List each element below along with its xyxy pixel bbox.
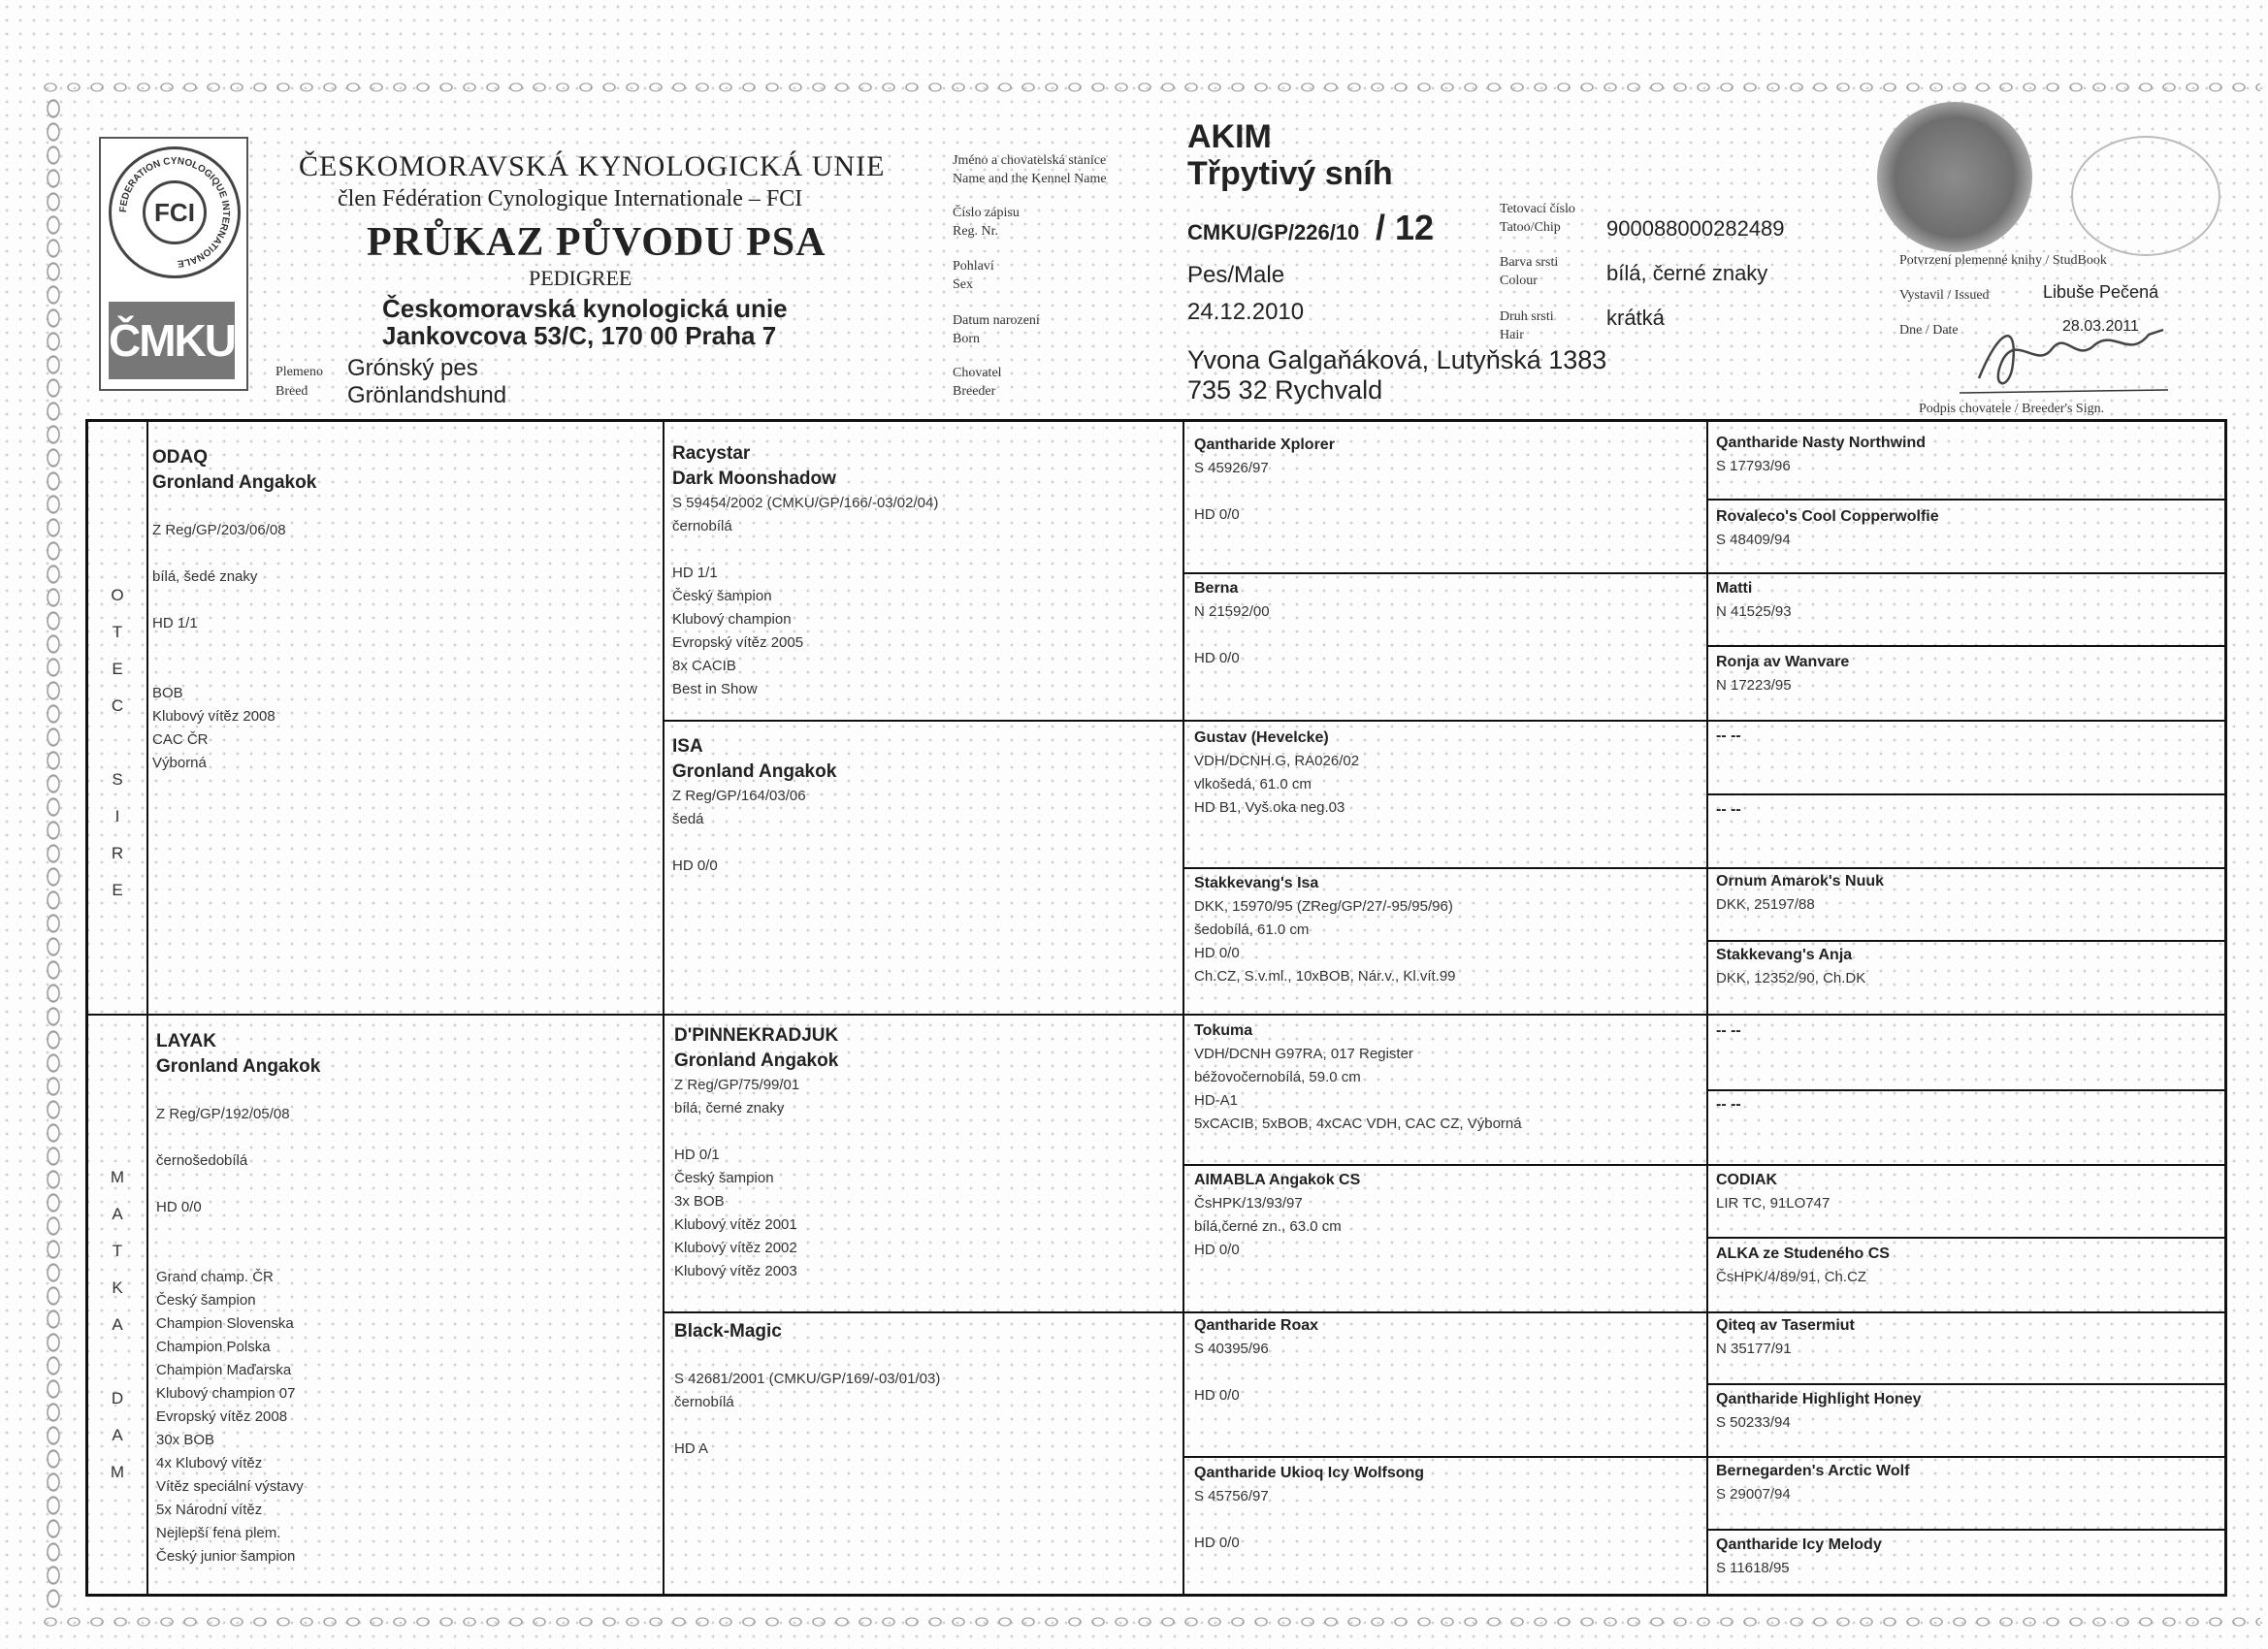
ancestor-detail xyxy=(672,831,1177,855)
great-grandparent-cell xyxy=(1716,1534,2220,1580)
label-colour-en: Colour xyxy=(1500,274,1538,288)
grandparent-name: Qantharide Ukioq Icy Wolfsong xyxy=(1194,1465,1425,1481)
grandparent-detail: VDH/DCNH G97RA, 017 Register xyxy=(1194,1046,1413,1062)
label-issued: Vystavil / Issued xyxy=(1899,288,1990,303)
great-grandparent-reg: S 11618/95 xyxy=(1716,1560,1790,1576)
fci-emblem-icon xyxy=(109,146,241,278)
sire-kennel: Gronland Angakok xyxy=(152,472,317,493)
ancestor-detail: HD 0/0 xyxy=(156,1199,202,1215)
great-grandparent-name: Stakkevang's Anja xyxy=(1716,947,1853,963)
ancestor-detail xyxy=(156,1173,657,1196)
dog-name: AKIM xyxy=(1187,118,1272,155)
ancestor-detail xyxy=(156,1126,657,1149)
ancestor-detail: Z Reg/GP/203/06/08 xyxy=(152,522,286,538)
great-grandparent-reg: LIR TC, 91LO747 xyxy=(1716,1195,1831,1212)
stamp-icon xyxy=(2071,136,2220,256)
ancestor-detail: Champion Slovenska xyxy=(156,1315,294,1332)
dog-kennel: Třpytivý sníh xyxy=(1187,155,1393,192)
side-letter: R xyxy=(111,844,124,862)
grandparent-name: Stakkevang's Isa xyxy=(1194,875,1319,891)
side-letter: I xyxy=(114,807,120,825)
grandparent-name: Tokuma xyxy=(1194,1022,1253,1039)
ancestor-detail: Český junior šampion xyxy=(156,1548,296,1565)
fci-ring-text: FEDERATION CYNOLOGIQUE INTERNATIONALE xyxy=(117,155,232,269)
ancestor-detail xyxy=(156,1219,657,1243)
great-grandparent-reg: N 35177/91 xyxy=(1716,1341,1792,1357)
label-date: Dne / Date xyxy=(1899,323,1959,338)
grandparent-cell xyxy=(1194,434,1701,527)
side-letter xyxy=(103,1343,132,1380)
side-letter: D xyxy=(111,1389,124,1407)
sire-cell xyxy=(152,445,657,775)
pedigree-table xyxy=(85,419,2227,1597)
issued-by: Libuše Pečená xyxy=(2043,282,2159,302)
org-address-1: Českomoravská kynologická unie xyxy=(382,294,788,323)
grandparent-detail: HD B1, Vyš.oka neg.03 xyxy=(1194,799,1345,816)
label-sex-cs: Pohlaví xyxy=(953,259,994,274)
sire-sire-kennel: Dark Moonshadow xyxy=(672,469,836,489)
ancestor-detail: Z Reg/GP/192/05/08 xyxy=(156,1106,290,1122)
grandparent-detail: šedobílá, 61.0 cm xyxy=(1194,922,1310,938)
decorative-border-bottom xyxy=(39,1610,2260,1633)
side-letter: O xyxy=(111,586,124,604)
grandparent-name: Qantharide Xplorer xyxy=(1194,436,1335,453)
label-born-cs: Datum narození xyxy=(953,313,1040,328)
dam-sire-cell xyxy=(674,1023,1179,1283)
great-grandparent-name: CODIAK xyxy=(1716,1172,1778,1188)
ancestor-detail xyxy=(152,542,657,566)
ancestor-detail: Best in Show xyxy=(672,681,758,697)
decorative-border-left xyxy=(43,97,64,1610)
dam-dam-name: Black-Magic xyxy=(674,1321,782,1342)
ancestor-detail: Evropský vítěz 2005 xyxy=(672,634,804,651)
breed-label-en: Breed xyxy=(275,384,308,399)
side-letter: E xyxy=(112,881,123,899)
ancestor-detail xyxy=(672,538,1177,562)
ancestor-detail: Champion Polska xyxy=(156,1339,271,1355)
dog-breeder-line2: 735 32 Rychvald xyxy=(1187,375,1383,404)
grandparent-detail: ČsHPK/13/93/97 xyxy=(1194,1195,1303,1212)
grandparent-detail: S 45926/97 xyxy=(1194,460,1269,476)
label-sex-en: Sex xyxy=(953,277,973,292)
great-grandparent-name: Qiteq av Tasermiut xyxy=(1716,1317,1855,1334)
grandparent-detail: bílá,černé zn., 63.0 cm xyxy=(1194,1218,1342,1235)
grandparent-detail: S 40395/96 xyxy=(1194,1341,1269,1357)
grandparent-detail: HD-A1 xyxy=(1194,1092,1239,1109)
great-grandparent-reg: S 29007/94 xyxy=(1716,1486,1791,1503)
grandparent-detail: 5xCACIB, 5xBOB, 4xCAC VDH, CAC CZ, Výborná xyxy=(1194,1116,1522,1132)
great-grandparent-cell xyxy=(1716,725,2220,748)
label-tattoo-cs: Tetovací číslo xyxy=(1500,202,1575,216)
great-grandparent-cell xyxy=(1716,577,2220,624)
side-letter: S xyxy=(112,770,123,789)
ancestor-detail xyxy=(156,1243,657,1266)
grandparent-detail: HD 0/0 xyxy=(1194,650,1240,666)
side-letter: C xyxy=(111,696,124,715)
great-grandparent-name: -- -- xyxy=(1716,801,1741,818)
dam-sire-name: D'PINNEKRADJUK xyxy=(674,1025,839,1046)
dog-reg-handwritten: / 12 xyxy=(1376,208,1435,247)
great-grandparent-cell xyxy=(1716,1243,2220,1289)
org-name: ČESKOMORAVSKÁ KYNOLOGICKÁ UNIE xyxy=(299,150,886,182)
label-studbook: Potvrzení plemenné knihy / StudBook xyxy=(1899,253,2107,268)
ancestor-detail: CAC ČR xyxy=(152,731,209,748)
great-grandparent-name: ALKA ze Studeného CS xyxy=(1716,1245,1890,1262)
grandparent-cell xyxy=(1194,577,1701,670)
sire-dam-name: ISA xyxy=(672,736,703,757)
ancestor-detail: BOB xyxy=(152,685,183,701)
grandparent-detail: vlkošedá, 61.0 cm xyxy=(1194,776,1312,792)
doc-subtitle: PEDIGREE xyxy=(529,266,632,290)
great-grandparent-reg: DKK, 12352/90, Ch.DK xyxy=(1716,970,1866,986)
great-grandparent-reg: N 41525/93 xyxy=(1716,603,1792,620)
ancestor-detail xyxy=(674,1414,1179,1438)
issued-date: 28.03.2011 xyxy=(2062,318,2139,335)
breed-value-cs: Grónský pes xyxy=(347,355,478,381)
ancestor-detail: S 59454/2002 (CMKU/GP/166/-03/02/04) xyxy=(672,495,939,511)
label-name-en: Name and the Kennel Name xyxy=(953,172,1107,186)
grandparent-detail: HD 0/0 xyxy=(1194,1242,1240,1258)
dog-reg-number: CMKU/GP/226/10 xyxy=(1187,220,1360,244)
great-grandparent-cell xyxy=(1716,1169,2220,1215)
grandparent-detail: HD 0/0 xyxy=(1194,1535,1240,1551)
great-grandparent-name: Qantharide Icy Melody xyxy=(1716,1536,1882,1553)
great-grandparent-reg: S 17793/96 xyxy=(1716,458,1791,474)
ancestor-detail xyxy=(674,1120,1179,1144)
label-breeder-sign: Podpis chovatele / Breeder's Sign. xyxy=(1919,402,2105,416)
great-grandparent-name: Ornum Amarok's Nuuk xyxy=(1716,873,1885,889)
ancestor-detail xyxy=(674,1344,1179,1368)
ancestor-detail: Výborná xyxy=(152,755,207,771)
great-grandparent-reg: S 48409/94 xyxy=(1716,532,1791,548)
ancestor-detail: bílá, černé znaky xyxy=(674,1100,785,1116)
great-grandparent-cell xyxy=(1716,1093,2220,1116)
dog-breeder-line1: Yvona Galgaňáková, Lutyňská 1383 xyxy=(1187,345,1607,374)
ancestor-detail: 3x BOB xyxy=(674,1193,725,1210)
great-grandparent-reg: DKK, 25197/88 xyxy=(1716,896,1815,913)
ancestor-detail: Z Reg/GP/164/03/06 xyxy=(672,788,806,804)
grandparent-detail: béžovočernobílá, 59.0 cm xyxy=(1194,1069,1361,1085)
grandparent-cell xyxy=(1194,1019,1701,1136)
sire-sire-name: Racystar xyxy=(672,443,751,464)
dog-born: 24.12.2010 xyxy=(1187,299,1305,325)
signature-icon xyxy=(1960,310,2173,403)
grandparent-cell xyxy=(1194,1169,1701,1262)
ancestor-detail: Český šampion xyxy=(674,1170,774,1186)
label-hair-en: Hair xyxy=(1500,328,1524,342)
grandparent-detail: HD 0/0 xyxy=(1194,945,1240,961)
dog-chip: 900088000282489 xyxy=(1606,216,1785,241)
ancestor-detail xyxy=(152,589,657,612)
sire-name: ODAQ xyxy=(152,447,208,468)
great-grandparent-name: -- -- xyxy=(1716,728,1741,744)
great-grandparent-name: Matti xyxy=(1716,580,1753,597)
side-letter: K xyxy=(112,1278,123,1297)
doc-title: PRŮKAZ PŮVODU PSA xyxy=(367,220,826,265)
label-name-cs: Jméno a chovatelská stanice xyxy=(953,153,1107,168)
label-reg-en: Reg. Nr. xyxy=(953,224,999,239)
grandparent-detail: HD 0/0 xyxy=(1194,506,1240,523)
grandparent-detail xyxy=(1194,480,1701,503)
grandparent-name: AIMABLA Angakok CS xyxy=(1194,1172,1361,1188)
great-grandparent-name: Qantharide Highlight Honey xyxy=(1716,1391,1922,1407)
dam-name: LAYAK xyxy=(156,1031,216,1051)
dam-side-label xyxy=(103,1159,132,1491)
ancestor-detail xyxy=(152,659,657,682)
dog-colour: bílá, černé znaky xyxy=(1606,261,1768,285)
ancestor-detail: Český šampion xyxy=(156,1292,256,1309)
cmku-seal-icon xyxy=(1877,102,2032,252)
grandparent-name: Gustav (Hevelcke) xyxy=(1194,729,1329,746)
dam-dam-cell xyxy=(674,1319,1179,1461)
ancestor-detail: Klubový champion xyxy=(672,611,792,628)
great-grandparent-cell xyxy=(1716,505,2220,552)
side-letter: M xyxy=(110,1168,125,1186)
label-reg-cs: Číslo zápisu xyxy=(953,206,1020,220)
great-grandparent-reg: S 50233/94 xyxy=(1716,1414,1791,1431)
sire-dam-cell xyxy=(672,734,1177,878)
ancestor-detail: šedá xyxy=(672,811,704,827)
ancestor-detail: černobílá xyxy=(672,518,732,534)
ancestor-detail: Evropský vítěz 2008 xyxy=(156,1408,288,1425)
great-grandparent-cell xyxy=(1716,651,2220,697)
grandparent-detail: HD 0/0 xyxy=(1194,1387,1240,1404)
decorative-border-top xyxy=(39,76,2260,99)
ancestor-detail: HD 1/1 xyxy=(672,565,718,581)
ancestor-detail: HD 0/0 xyxy=(672,857,718,874)
label-tattoo-en: Tatoo/Chip xyxy=(1500,220,1561,235)
ancestor-detail: HD 1/1 xyxy=(152,615,198,631)
great-grandparent-cell xyxy=(1716,944,2220,990)
grandparent-cell xyxy=(1194,1314,1701,1407)
ancestor-detail: Klubový vítěz 2001 xyxy=(674,1216,797,1233)
ancestor-detail: černošedobílá xyxy=(156,1152,248,1169)
ancestor-detail: Klubový champion 07 xyxy=(156,1385,296,1402)
cmku-logo: ČMKU xyxy=(109,302,235,379)
ancestor-detail: 8x CACIB xyxy=(672,658,736,674)
grandparent-detail xyxy=(1194,1508,1701,1532)
great-grandparent-name: Qantharide Nasty Northwind xyxy=(1716,435,1927,451)
ancestor-detail: S 42681/2001 (CMKU/GP/169/-03/01/03) xyxy=(674,1371,941,1387)
side-letter: T xyxy=(112,1242,123,1260)
great-grandparent-cell xyxy=(1716,870,2220,917)
breed-value-en: Grönlandshund xyxy=(347,382,507,408)
ancestor-detail: Grand champ. ČR xyxy=(156,1269,274,1285)
ancestor-detail: Nejlepší fena plem. xyxy=(156,1525,281,1541)
great-grandparent-reg: ČsHPK/4/89/91, Ch.CZ xyxy=(1716,1269,1867,1285)
side-letter: E xyxy=(112,660,123,678)
dam-cell xyxy=(156,1029,657,1568)
great-grandparent-cell xyxy=(1716,1314,2220,1361)
fci-monogram: FCI xyxy=(143,180,207,244)
sire-sire-cell xyxy=(672,441,1177,701)
ancestor-detail: bílá, šedé znaky xyxy=(152,568,258,585)
grandparent-detail: N 21592/00 xyxy=(1194,603,1270,620)
label-breeder-en: Breeder xyxy=(953,384,996,399)
grandparent-cell xyxy=(1194,727,1701,820)
fci-logo xyxy=(99,137,248,391)
ancestor-detail: 30x BOB xyxy=(156,1432,215,1448)
ancestor-detail: Klubový vítěz 2008 xyxy=(152,708,275,725)
grandparent-name: Berna xyxy=(1194,580,1239,597)
breed-label-cs: Plemeno xyxy=(275,365,323,379)
dam-sire-kennel: Gronland Angakok xyxy=(674,1051,839,1071)
sire-dam-kennel: Gronland Angakok xyxy=(672,761,837,782)
great-grandparent-reg: N 17223/95 xyxy=(1716,677,1792,694)
grandparent-name: Qantharide Roax xyxy=(1194,1317,1319,1334)
great-grandparent-cell xyxy=(1716,1388,2220,1435)
org-address-2: Jankovcova 53/C, 170 00 Praha 7 xyxy=(382,321,777,350)
side-letter: A xyxy=(112,1315,123,1334)
ancestor-detail: Klubový vítěz 2003 xyxy=(674,1263,797,1279)
great-grandparent-cell xyxy=(1716,1019,2220,1043)
dam-kennel: Gronland Angakok xyxy=(156,1056,321,1077)
grandparent-detail: S 45756/97 xyxy=(1194,1488,1269,1504)
grandparent-cell xyxy=(1194,1462,1701,1555)
ancestor-detail: Klubový vítěz 2002 xyxy=(674,1240,797,1256)
great-grandparent-name: Ronja av Wanvare xyxy=(1716,654,1850,670)
dog-hair: krátká xyxy=(1606,306,1665,330)
side-letter xyxy=(103,725,132,761)
great-grandparent-name: -- -- xyxy=(1716,1096,1741,1113)
label-colour-cs: Barva srsti xyxy=(1500,255,1559,270)
ancestor-detail: HD 0/1 xyxy=(674,1147,720,1163)
sire-side-label xyxy=(103,577,132,909)
grandparent-detail xyxy=(1194,1361,1701,1384)
great-grandparent-name: Rovaleco's Cool Copperwolfie xyxy=(1716,508,1939,525)
label-hair-cs: Druh srsti xyxy=(1500,309,1554,324)
label-breeder-cs: Chovatel xyxy=(953,366,1002,380)
grandparent-cell xyxy=(1194,872,1701,988)
great-grandparent-cell xyxy=(1716,1460,2220,1506)
ancestor-detail: HD A xyxy=(674,1440,709,1457)
ancestor-detail: Champion Maďarska xyxy=(156,1362,292,1378)
side-letter: M xyxy=(110,1463,125,1481)
side-letter: A xyxy=(112,1205,123,1223)
grandparent-detail: DKK, 15970/95 (ZReg/GP/27/-95/95/96) xyxy=(1194,898,1453,915)
ancestor-detail: černobílá xyxy=(674,1394,734,1410)
side-letter: T xyxy=(112,623,123,641)
great-grandparent-name: -- -- xyxy=(1716,1022,1741,1039)
ancestor-detail: Vítěz speciální výstavy xyxy=(156,1478,304,1495)
ancestor-detail: 5x Národní vítěz xyxy=(156,1502,263,1518)
grandparent-detail: Ch.CZ, S.v.ml., 10xBOB, Nár.v., Kl.vít.99 xyxy=(1194,968,1456,985)
ancestor-detail xyxy=(152,635,657,659)
dog-sex: Pes/Male xyxy=(1187,262,1285,288)
side-letter: A xyxy=(112,1426,123,1444)
great-grandparent-cell xyxy=(1716,432,2220,478)
org-member: člen Fédération Cynologique Internationale – FCI xyxy=(338,186,803,211)
grandparent-detail: VDH/DCNH.G, RA026/02 xyxy=(1194,753,1360,769)
ancestor-detail: Český šampion xyxy=(672,588,772,604)
label-born-en: Born xyxy=(953,332,980,346)
great-grandparent-name: Bernegarden's Arctic Wolf xyxy=(1716,1463,1910,1479)
grandparent-detail xyxy=(1194,624,1701,647)
ancestor-detail: 4x Klubový vítěz xyxy=(156,1455,263,1471)
ancestor-detail: Z Reg/GP/75/99/01 xyxy=(674,1077,800,1093)
great-grandparent-cell xyxy=(1716,798,2220,822)
